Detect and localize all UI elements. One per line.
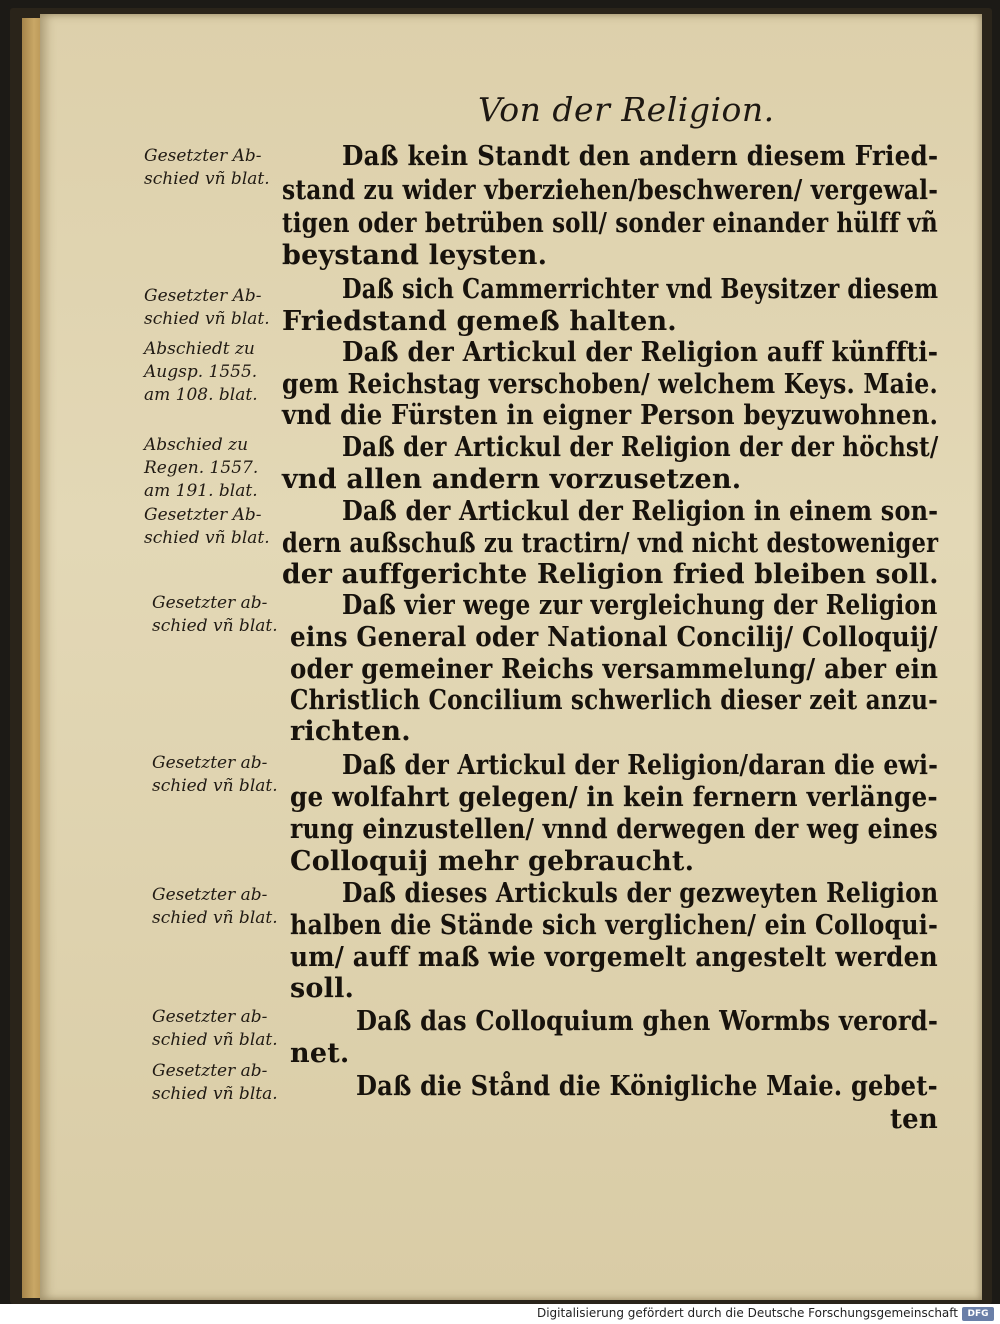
margin-note-1: Gesetzter Ab- schied vñ blat.: [144, 146, 270, 189]
text-line: oder gemeiner Reichs versammelung/ aber ein: [290, 654, 939, 685]
footer-bar: [0, 1304, 1000, 1324]
margin-note-10: Gesetzter ab- schied vñ blta.: [152, 1061, 278, 1104]
page-header: Von der Religion.: [478, 90, 775, 129]
text-line: soll.: [290, 973, 355, 1004]
text-line: vnd die Fürsten in eigner Person beyzuwohnen.: [282, 400, 939, 431]
text-line: beystand leysten.: [282, 240, 548, 271]
text-line: richten.: [290, 716, 411, 747]
catchword: ten: [890, 1104, 938, 1135]
text-line: rung einzustellen/ vnnd derwegen der weg eines: [290, 814, 938, 845]
text-line: Daß das Colloquium ghen Wormbs verord-: [356, 1006, 939, 1037]
margin-note-4: Abschied zu Regen. 1557. am 191. blat.: [144, 435, 259, 501]
text-line: Christlich Concilium schwerlich dieser zeit anzu-: [290, 685, 938, 716]
digitization-credit: Digitalisierung gefördert durch die Deutsche Forschungsgemeinschaft: [536, 1306, 958, 1320]
text-line: Daß der Artickul der Religion/daran die ewi-: [342, 750, 939, 781]
text-line: Daß die Stånd die Königliche Maie. gebet-: [356, 1071, 938, 1102]
text-line: um/ auff maß wie vorgemelt angestelt werden: [290, 942, 938, 973]
text-line: Colloquij mehr gebraucht.: [290, 846, 695, 877]
text-line: Daß vier wege zur vergleichung der Religion: [342, 590, 938, 621]
text-line: Friedstand gemeß halten.: [282, 306, 677, 337]
text-line: tigen oder betrüben soll/ sonder einander hülff vñ: [282, 208, 938, 239]
text-line: eins General oder National Concilij/ Colloquij/: [290, 622, 938, 653]
text-line: stand zu wider vberziehen/beschweren/ vergewal-: [282, 175, 939, 206]
text-line: vnd allen andern vorzusetzen.: [282, 464, 742, 495]
margin-note-7: Gesetzter ab- schied vñ blat.: [152, 753, 278, 796]
text-line: dern außschuß zu tractirn/ vnd nicht destoweniger: [282, 528, 939, 559]
margin-note-3: Abschiedt zu Augsp. 1555. am 108. blat.: [144, 339, 258, 405]
text-line: net.: [290, 1038, 350, 1069]
text-line: der auffgerichte Religion fried bleiben soll.: [282, 559, 939, 590]
margin-note-9: Gesetzter ab- schied vñ blat.: [152, 1007, 278, 1050]
text-line: Daß kein Standt den andern diesem Fried-: [342, 141, 939, 172]
margin-note-5: Gesetzter Ab- schied vñ blat.: [144, 505, 270, 548]
text-line: halben die Stände sich verglichen/ ein Colloqui-: [290, 910, 938, 941]
margin-note-8: Gesetzter ab- schied vñ blat.: [152, 885, 278, 928]
dfg-logo-icon: DFG: [962, 1307, 994, 1321]
text-line: gem Reichstag verschoben/ welchem Keys. Maie.: [282, 369, 938, 400]
text-line: Daß sich Cammerrichter vnd Beysitzer diesem: [342, 274, 939, 305]
text-line: Daß der Artickul der Religion der der höchst/: [342, 432, 939, 463]
text-line: Daß der Artickul der Religion in einem son-: [342, 496, 939, 527]
margin-note-2: Gesetzter Ab- schied vñ blat.: [144, 286, 270, 329]
text-line: Daß dieses Artickuls der gezweyten Religion: [342, 878, 939, 909]
margin-note-6: Gesetzter ab- schied vñ blat.: [152, 593, 278, 636]
text-line: ge wolfahrt gelegen/ in kein fernern verlänge-: [290, 782, 938, 813]
text-line: Daß der Artickul der Religion auff künffti-: [342, 337, 939, 368]
